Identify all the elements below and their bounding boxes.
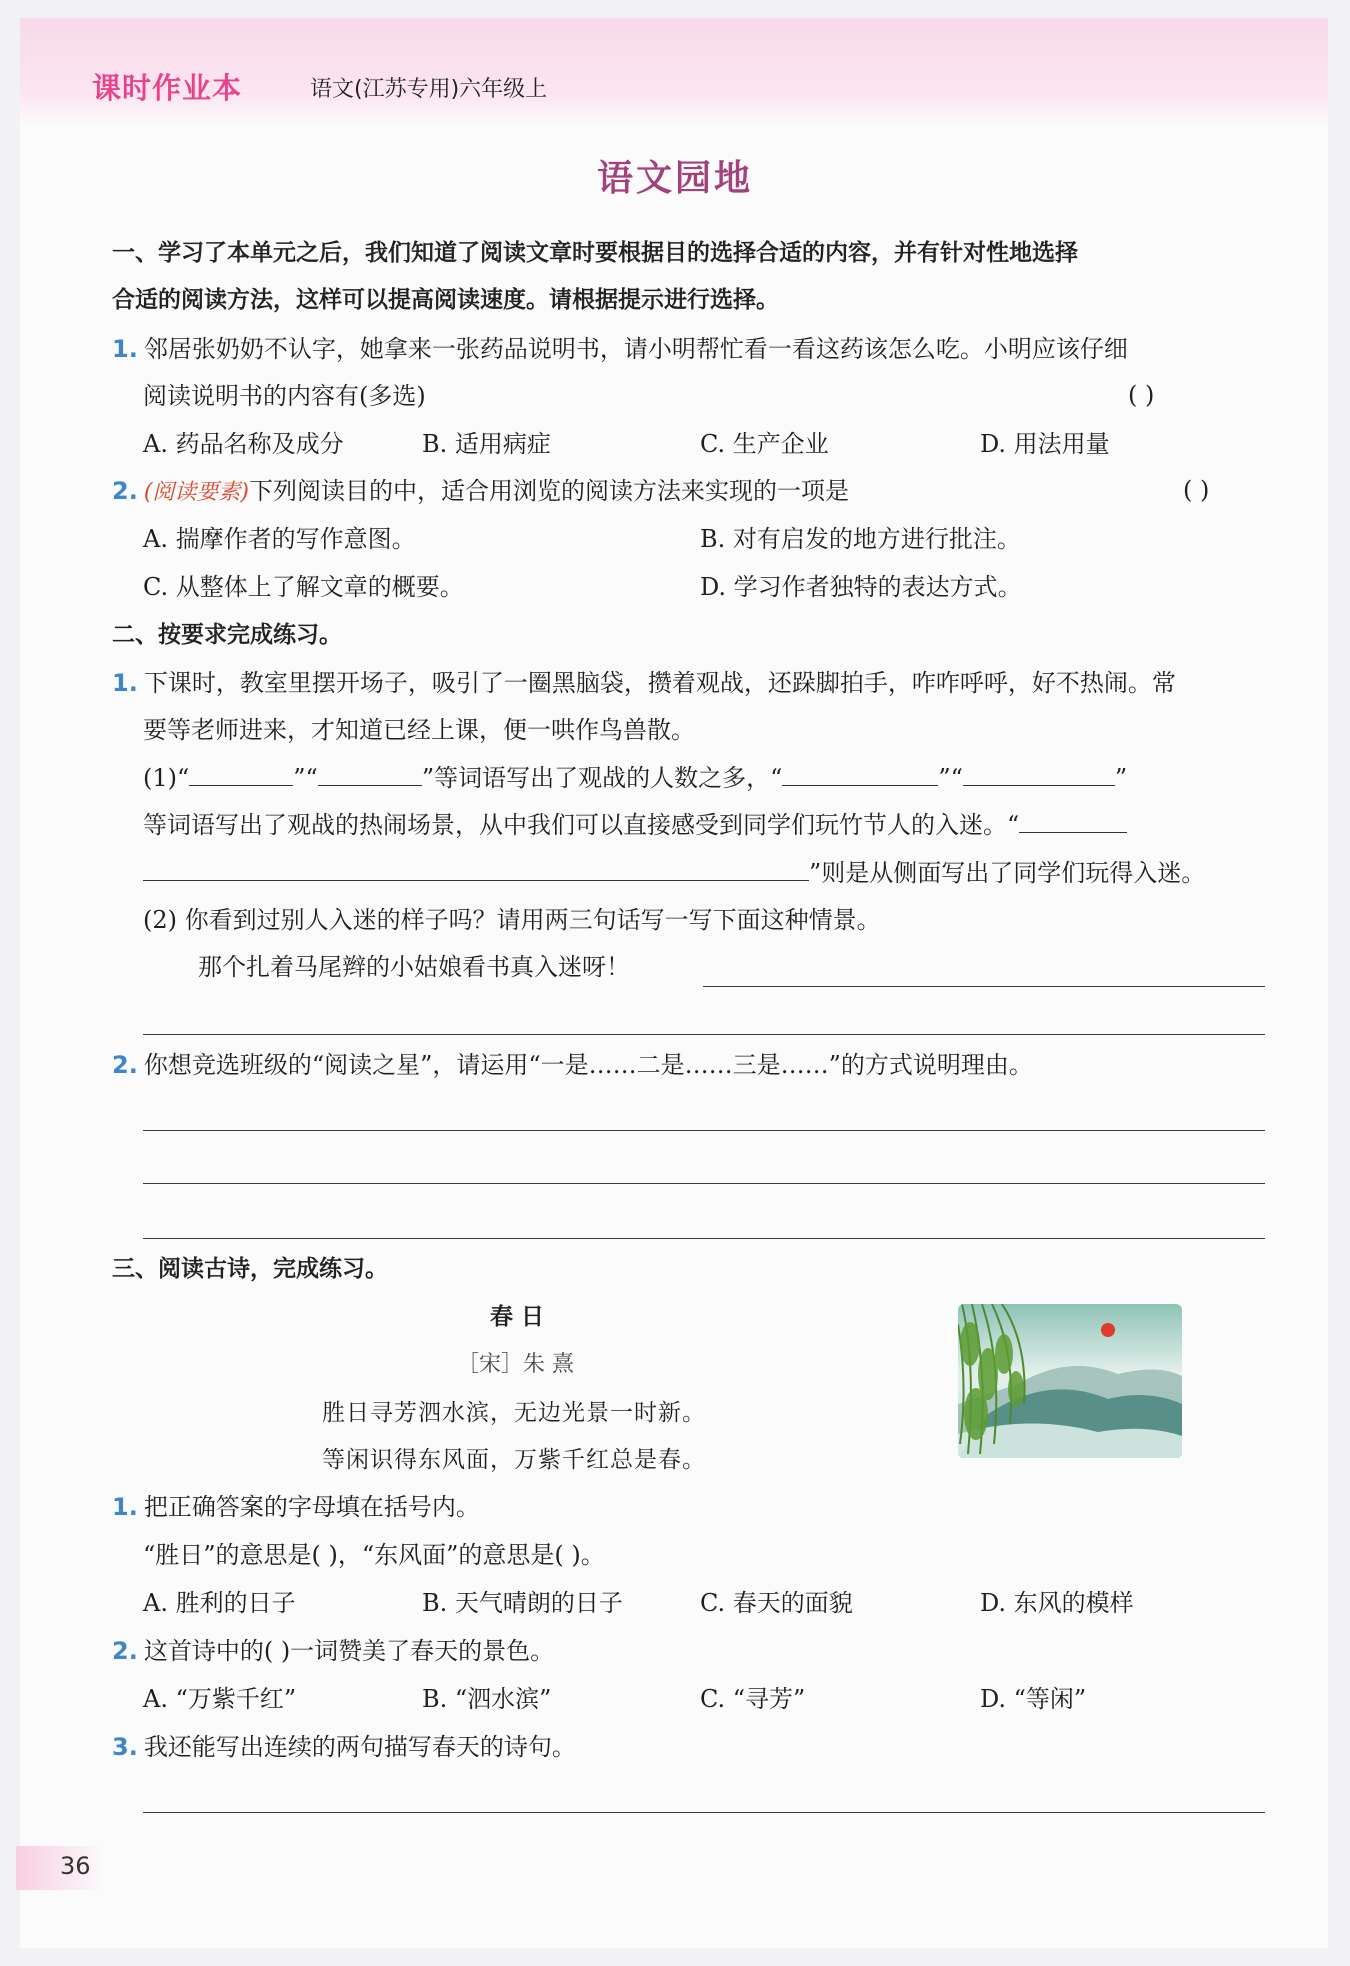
fill-blank[interactable] — [1019, 810, 1127, 833]
fill-blank[interactable] — [143, 858, 809, 881]
s2-q1-part1-line3: ”则是从侧面写出了同学们玩得入迷。 — [143, 856, 1205, 890]
s2-q1-line2: 要等老师进来，才知道已经上课，便一哄作鸟兽散。 — [143, 716, 695, 744]
option-a: A. 胜利的日子 — [143, 1589, 296, 1617]
question-number: 1. — [112, 335, 138, 363]
option-b: B. 适用病症 — [422, 430, 551, 458]
fill-blank[interactable] — [189, 763, 293, 786]
s3-q3-line — [112, 1730, 576, 1764]
option-d: D. 东风的模样 — [980, 1589, 1134, 1617]
page-title: 语文园地 — [596, 158, 753, 199]
fill-blank[interactable] — [782, 763, 938, 786]
answer-line[interactable] — [143, 1034, 1265, 1035]
question-number: 2. — [112, 477, 138, 505]
s2-q1-part1-line2: 等词语写出了观战的热闹场景，从中我们可以直接感受到同学们玩竹节人的入迷。“ — [143, 808, 1127, 842]
answer-line[interactable] — [143, 1130, 1265, 1131]
option-d: D. 学习作者独特的表达方式。 — [700, 573, 1022, 601]
s2-q1-part1-line1: (1)“ ”“ ”等词语写出了观战的人数之多，“ ”“ ” — [143, 764, 1128, 792]
option-d: D. “等闲” — [980, 1685, 1087, 1713]
s2-q1-line1 — [112, 666, 1176, 700]
s1-q2-line — [112, 474, 849, 510]
section1-heading-line1: 一、学习了本单元之后，我们知道了阅读文章时要根据目的选择合适的内容，并有针对性地选择 — [112, 240, 1078, 266]
s2-q1-part2-line2: 那个扎着马尾辫的小姑娘看书真入迷呀！ — [198, 953, 630, 981]
question-number: 2. — [112, 1051, 138, 1079]
s2-q2-line — [112, 1048, 1033, 1082]
poem-author: ［宋］朱 熹 — [457, 1352, 574, 1377]
landscape-illustration — [958, 1304, 1182, 1458]
option-b: B. 天气晴朗的日子 — [422, 1589, 623, 1617]
answer-line[interactable] — [143, 1183, 1265, 1184]
question-number: 1. — [112, 1493, 138, 1521]
option-d: D. 用法用量 — [980, 430, 1110, 458]
fill-blank[interactable] — [318, 763, 422, 786]
brand-title: 课时作业本 — [92, 71, 243, 105]
question-number: 3. — [112, 1733, 138, 1761]
page-number: 36 — [60, 1852, 91, 1880]
section3-heading: 三、阅读古诗，完成练习。 — [112, 1256, 388, 1282]
option-c: C. “寻芳” — [700, 1685, 806, 1713]
s3-q2-text: 这首诗中的( )一词赞美了春天的景色。 — [143, 1637, 555, 1665]
poem-title: 春 日 — [490, 1304, 545, 1330]
s3-q3-text: 我还能写出连续的两句描写春天的诗句。 — [143, 1733, 576, 1761]
s1-q1-line2: 阅读说明书的内容有(多选) — [143, 382, 426, 410]
question-number: 2. — [112, 1637, 138, 1665]
option-b: B. “泗水滨” — [422, 1685, 552, 1713]
option-a: A. 揣摩作者的写作意图。 — [143, 525, 416, 553]
book-subtitle: 语文(江苏专用)六年级上 — [310, 77, 548, 102]
page-number-tab — [16, 1846, 106, 1890]
answer-line[interactable] — [143, 1812, 1265, 1813]
s3-q1-sub: “胜日”的意思是( )，“东风面”的意思是( )。 — [143, 1541, 605, 1569]
answer-parentheses[interactable]: ( ) — [1128, 381, 1155, 409]
option-b: B. 对有启发的地方进行批注。 — [700, 525, 1021, 553]
reading-element-tag: (阅读要素) — [143, 480, 249, 505]
s2-q2-text: 你想竞选班级的“阅读之星”，请运用“一是……二是……三是……”的方式说明理由。 — [143, 1051, 1033, 1079]
answer-line[interactable] — [143, 1238, 1265, 1239]
s1-q1-text: 邻居张奶奶不认字，她拿来一张药品说明书，请小明帮忙看一看这药该怎么吃。小明应该仔细 — [143, 335, 1128, 363]
s3-q1-line — [112, 1490, 480, 1524]
s2-q1-part2-line1: (2) 你看到过别人入迷的样子吗？请用两三句话写一写下面这种情景。 — [143, 906, 881, 934]
fill-blank[interactable] — [963, 763, 1115, 786]
option-a: A. 药品名称及成分 — [143, 430, 344, 458]
answer-line[interactable] — [703, 986, 1265, 987]
sun-icon — [1101, 1323, 1115, 1337]
poem-illustration — [958, 1304, 1182, 1458]
option-c: C. 从整体上了解文章的概要。 — [143, 573, 464, 601]
s2-q1-text: 下课时，教室里摆开场子，吸引了一圈黑脑袋，攒着观战，还跺脚拍手，咋咋呼呼，好不热闹。常 — [143, 669, 1176, 697]
section1-heading-line2: 合适的阅读方法，这样可以提高阅读速度。请根据提示进行选择。 — [112, 287, 779, 313]
section2-heading: 二、按要求完成练习。 — [112, 622, 342, 648]
question-number: 1. — [112, 669, 138, 697]
option-a: A. “万紫千红” — [143, 1685, 297, 1713]
poem-line-2: 等闲识得东风面，万紫千红总是春。 — [322, 1447, 706, 1473]
answer-parentheses[interactable]: ( ) — [1183, 476, 1210, 504]
option-c: C. 生产企业 — [700, 430, 829, 458]
poem-line-1: 胜日寻芳泗水滨，无边光景一时新。 — [322, 1400, 706, 1426]
s1-q2-text: 下列阅读目的中，适合用浏览的阅读方法来实现的一项是 — [249, 477, 849, 505]
s3-q2-line — [112, 1634, 554, 1668]
s3-q1-text: 把正确答案的字母填在括号内。 — [143, 1493, 480, 1521]
s1-q1-line1 — [112, 332, 1128, 366]
option-c: C. 春天的面貌 — [700, 1589, 853, 1617]
